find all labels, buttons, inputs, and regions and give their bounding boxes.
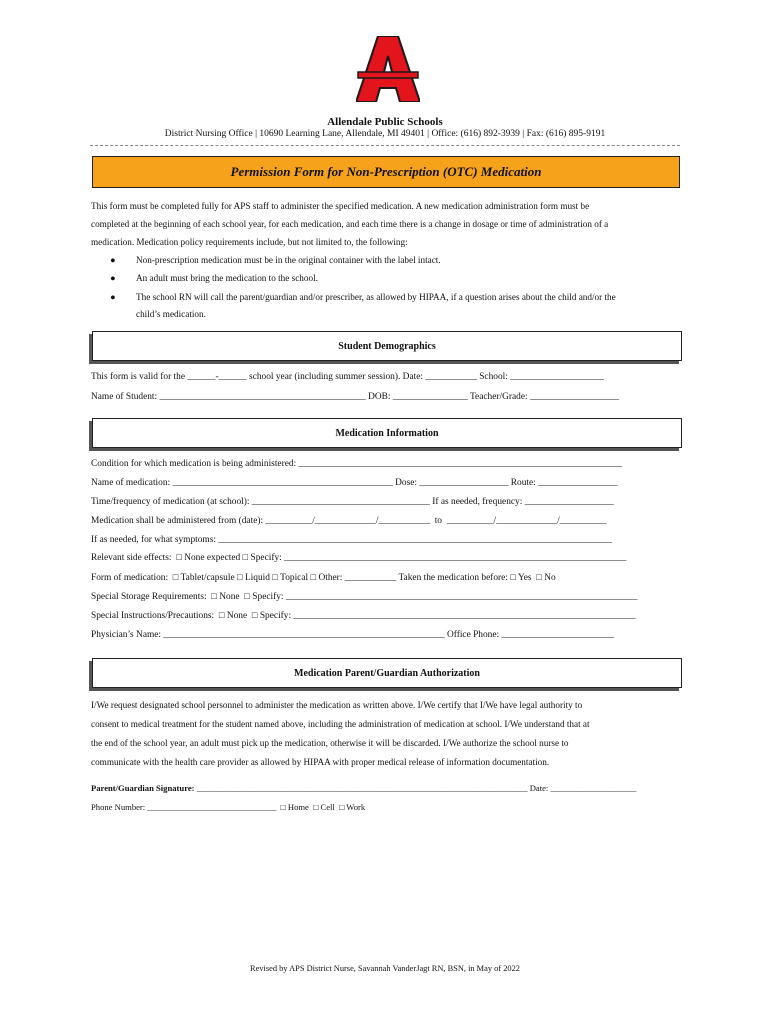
school-contact-info: District Nursing Office | 10690 Learning Lane, Allendale, MI 49401 | Office: (616) 892-3939 | Fax: (616) 895-9191 [164,129,606,139]
authorization-line-3: the end of the school year, an adult must pick up the medication, otherwise it will be discarded. I/We authorize the school nurse to [91,738,569,748]
header-divider [90,145,680,146]
section-student-demographics: Student Demographics [92,331,682,361]
medication-name-line[interactable]: Name of medication: _______________________________________________ Dose: ___________________ Route: _________________ [91,478,618,488]
bullet-text: The school RN will call the parent/guardian and/or prescriber, as allowed by HIPAA, if a question arises about the child and/or the [136,292,616,302]
medication-condition-line[interactable]: Condition for which medication is being administered: _____________________________________________________________________ [91,459,622,469]
bullet-dot-icon: ● [110,273,116,283]
intro-line-1: This form must be completed fully for APS staff to administer the specified medication. A new medication administration form must be [91,201,590,211]
bullet-dot-icon: ● [110,255,116,265]
student-line-1[interactable]: This form is valid for the ______-______ school year (including summer session). Date: ___________ School: ____________________ [91,372,604,382]
authorization-line-2: consent to medical treatment for the student named above, including the administration of medication at school. I/We understand that at [91,719,590,729]
bullet-text: Non-prescription medication must be in the original container with the label intact. [136,255,441,265]
medication-side-effects-line[interactable]: Relevant side effects: □ None expected □ Specify: _________________________________________________________________________ [91,553,627,563]
form-title: Permission Form for Non-Prescription (OTC) Medication [92,156,680,188]
medication-physician-line[interactable]: Physician’s Name: ____________________________________________________________ Office Phone: ________________________ [91,630,614,640]
footer-revision-note: Revised by APS District Nurse, Savannah VanderJagt RN, BSN, in May of 2022 [250,964,520,973]
student-line-2[interactable]: Name of Student: ____________________________________________ DOB: ________________ Teacher/Grade: ___________________ [91,392,620,402]
authorization-line-1: I/We request designated school personnel to administer the medication as written above. I/We certify that I/We have legal authority to [91,700,583,710]
bullet-dot-icon: ● [110,292,116,302]
section-medication-information: Medication Information [92,418,682,448]
medication-instructions-line[interactable]: Special Instructions/Precautions: □ None □ Specify: _________________________________________________________________________ [91,611,636,621]
intro-line-3: medication. Medication policy requirements include, but not limited to, the following: [91,237,408,247]
signature-line[interactable] [91,781,683,795]
school-logo-a [356,36,420,102]
bullet-text: child’s medication. [136,309,206,319]
school-name: Allendale Public Schools [327,116,443,128]
medication-storage-line[interactable]: Special Storage Requirements: □ None □ Specify: ___________________________________________________________________________ [91,592,638,602]
signature-field[interactable]: _____________________________________________________________________________ Date: ____________________ [194,783,637,793]
medication-form-line[interactable]: Form of medication: □ Tablet/capsule □ Liquid □ Topical □ Other: ___________ Taken the medication before: □ Yes □ No [91,573,556,583]
intro-line-2: completed at the beginning of each school year, for each medication, and each time there is a change in dosage or time of administration of a [91,219,609,229]
medication-frequency-line[interactable]: Time/frequency of medication (at school): ______________________________________ If as needed, frequency: ___________________ [91,497,614,507]
phone-line[interactable]: Phone Number: ______________________________ □ Home □ Cell □ Work [91,802,366,812]
medication-symptoms-line[interactable]: If as needed, for what symptoms: ____________________________________________________________________________________ [91,535,613,545]
authorization-line-4: communicate with the health care provider as allowed by HIPAA with proper medical release of information documentation. [91,757,550,767]
signature-label: Parent/Guardian Signature: [91,783,195,793]
medication-dates-line[interactable]: Medication shall be administered from (date): __________/_____________/___________ to __________/_____________/__________ [91,516,607,526]
section-parent-authorization: Medication Parent/Guardian Authorization [92,658,682,688]
bullet-text: An adult must bring the medication to the school. [136,273,318,283]
